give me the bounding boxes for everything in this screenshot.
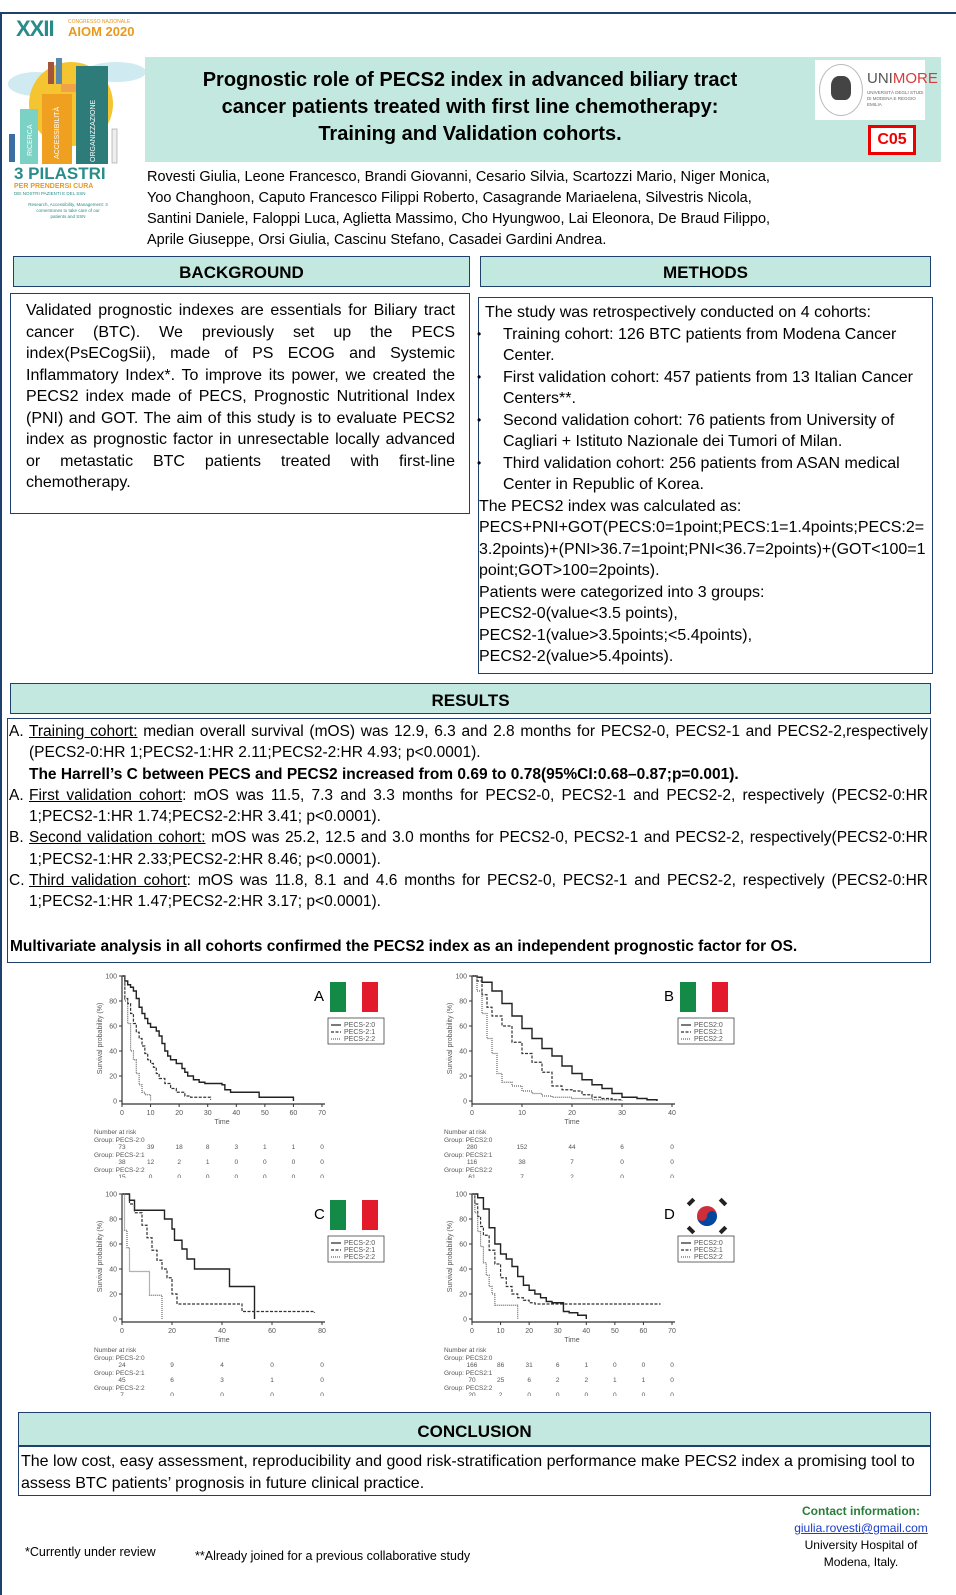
y-tick-label: 20 (109, 1291, 117, 1299)
km-plot-svg (92, 968, 412, 1178)
survival-curve-pecs-2-0 (122, 976, 293, 1101)
author-line: Santini Daniele, Faloppi Luca, Aglietta Massimo, Cho Hyungwoo, Lai Eleonora, De Braud Filippo, (147, 211, 771, 227)
svg-text:RICERCA: RICERCA (27, 124, 34, 156)
title-line: Prognostic role of PECS2 index in advanced biliary tract (202, 69, 738, 91)
conclusion-text: The low cost, easy assessment, reproducibility and good risk-stratification performance make PECS2 index a promising tool to assess BTC patients’ prognosis in future clinical practice. (18, 1446, 931, 1496)
risk-count: 3 (220, 1377, 224, 1384)
legend-label: PECS2:1 (694, 1247, 723, 1254)
calc-intro: The PECS2 index was calculated as: (479, 497, 742, 515)
km-chart-d (442, 1186, 762, 1396)
y-tick-label: 100 (455, 973, 467, 981)
poster-title (145, 67, 795, 148)
risk-count: 0 (170, 1392, 174, 1396)
contact-block (776, 1503, 946, 1571)
risk-count: 0 (291, 1174, 296, 1178)
methods-box (478, 297, 933, 674)
trigram (687, 1198, 695, 1206)
km-plot-svg (442, 1186, 762, 1396)
risk-count: 7 (520, 1174, 524, 1178)
risk-count: 0 (584, 1392, 589, 1396)
risk-count: 24 (118, 1362, 126, 1369)
author-list (147, 167, 827, 251)
cohort-list (479, 324, 932, 496)
title-line: Training and Validation cohorts. (318, 123, 622, 145)
x-tick-label: 0 (120, 1328, 124, 1335)
results-box (7, 718, 931, 963)
cohort-item: • Third validation cohort: 256 patients from ASAN medical Center in Republic of Korea. (479, 453, 926, 496)
risk-count: 1 (641, 1377, 646, 1384)
pecs2-formula: PECS+PNI+GOT(PECS:0=1point;PECS:1=1.4points;PECS:2=3.2points)+(PNI>36.7=1point;PNI<36.7=2points)+(GOT<100=1point;GOT>100=2points). (479, 519, 926, 579)
x-axis-label: Time (214, 1119, 230, 1126)
risk-count: 0 (234, 1159, 239, 1166)
x-tick-label: 40 (668, 1110, 676, 1117)
risk-group-label: Group: PECS-2:0 (94, 1355, 145, 1362)
result-text: mOS was 25.2, 12.5 and 3.0 months for PECS2-0, PECS2-1 and PECS2-2, respectively(PECS2-0:HR 1;PECS2-1:HR 2.33;PECS2-2:HR 8.46; p<0.0001). (29, 829, 928, 868)
risk-count: 70 (468, 1377, 476, 1384)
y-tick-label: 100 (455, 1191, 467, 1199)
panel-letter: D (664, 1206, 675, 1223)
logo-edition: XXII (16, 16, 54, 41)
risk-count: 0 (177, 1174, 181, 1178)
logo-tagline-2: PER PRENDERSI CURA (14, 183, 94, 190)
x-tick-label: 20 (525, 1328, 534, 1335)
korea-flag-icon (687, 1198, 727, 1234)
result-letter: C. (9, 872, 25, 890)
risk-count: 0 (320, 1362, 324, 1369)
risk-count: 73 (118, 1144, 126, 1151)
svg-text:ORGANIZZAZIONE: ORGANIZZAZIONE (90, 99, 97, 162)
risk-group-label: Group: PECS2:0 (444, 1355, 493, 1362)
methods-intro: The study was retrospectively conducted on 4 cohorts: (485, 304, 871, 321)
flag-stripe (330, 982, 346, 1012)
unimore-wordmark: UNIMORE (867, 70, 938, 87)
risk-count: 39 (146, 1144, 155, 1151)
result-item (9, 827, 930, 870)
background-heading: BACKGROUND (13, 256, 470, 287)
risk-count: 38 (118, 1159, 126, 1166)
x-tick-label: 40 (232, 1110, 241, 1117)
x-axis-label: Time (564, 1119, 580, 1126)
y-tick-label: 60 (109, 1023, 117, 1031)
y-tick-label: 80 (459, 998, 467, 1006)
risk-group-label: Group: PECS2:1 (444, 1370, 493, 1377)
risk-count: 7 (120, 1392, 124, 1396)
legend-label: PECS-2:0 (344, 1022, 376, 1029)
x-tick-label: 70 (318, 1110, 326, 1117)
logo-tagline-3: DEI NOSTRI PAZIENTI E DEL SSN (14, 191, 86, 196)
risk-count: 0 (270, 1392, 274, 1396)
risk-count: 12 (146, 1159, 155, 1166)
panel-letter: B (664, 988, 675, 1005)
background-text: Validated prognostic indexes are essentials for Biliary tract cancer (BTC). We previously set up the PECS index(PsECogSii), made of PS ECOG and Systemic Inflammatory Index*. To improve its power, we created the PECS2 index made of PECS, Prognostic Nutritional Index (PNI) and GOT. The aim of this study is to evaluate PECS2 index as prognostic factor in unresectable locally advanced or metastatic BTC patients treated with first-line chemotherapy. (10, 293, 470, 514)
y-tick-label: 100 (105, 973, 117, 981)
unimore-subtitle: UNIVERSITÀ DEGLI STUDI DI MODENA E REGGIO EMILIA (867, 90, 924, 107)
flag-stripe (362, 1200, 378, 1230)
unimore-logo (815, 60, 938, 120)
x-tick-label: 60 (268, 1328, 276, 1335)
trigram (687, 1226, 695, 1234)
contact-email-link[interactable]: giulia.rovesti@gmail.com (794, 1521, 928, 1535)
y-tick-label: 40 (109, 1266, 117, 1274)
harrell-c-statement: The Harrell’s C between PECS and PECS2 increased from 0.69 to 0.78(95%CI:0.68–0.87;p=0.001). (29, 765, 739, 783)
y-tick-label: 80 (109, 1216, 117, 1224)
risk-count: 1 (291, 1144, 296, 1151)
legend (678, 1018, 734, 1044)
y-tick-label: 0 (113, 1098, 117, 1106)
km-chart-c (92, 1186, 412, 1396)
logo-congress: CONGRESSO NAZIONALE (68, 19, 131, 25)
y-tick-label: 80 (459, 1216, 467, 1224)
methods-heading: METHODS (480, 256, 931, 287)
horse-rider-icon (831, 76, 851, 100)
result-item (9, 721, 930, 764)
x-tick-label: 40 (582, 1328, 591, 1335)
legend-label: PECS2:0 (694, 1240, 723, 1247)
risk-count: 31 (525, 1362, 533, 1369)
x-tick-label: 50 (610, 1328, 619, 1335)
x-tick-label: 30 (553, 1328, 562, 1335)
risk-count: 0 (527, 1392, 531, 1396)
contact-heading: Contact information: (802, 1504, 920, 1518)
risk-group-label: Group: PECS2:2 (444, 1385, 493, 1392)
result-label: Second validation cohort: (29, 829, 206, 847)
y-tick-label: 60 (459, 1241, 467, 1249)
flag-stripe (346, 1200, 362, 1230)
trigram (719, 1226, 727, 1234)
group-def: PECS2-2(value>5.4points). (479, 648, 674, 665)
risk-table (94, 1129, 324, 1178)
legend (678, 1236, 734, 1262)
legend-label: PECS-2:0 (344, 1240, 376, 1247)
result-letter: A. (9, 723, 24, 740)
author-line: Yoo Changhoon, Caputo Francesco Filippi Roberto, Casagrande Mariaelena, Silvestris Nicola, (147, 190, 752, 206)
legend-label: PECS2:0 (694, 1022, 723, 1029)
y-tick-label: 20 (109, 1073, 117, 1081)
legend (328, 1018, 384, 1044)
y-tick-label: 40 (459, 1048, 467, 1056)
contact-affiliation: University Hospital of (804, 1538, 918, 1552)
risk-group-label: Group: PECS-2:2 (94, 1167, 145, 1174)
x-axis-label: Time (214, 1337, 230, 1344)
panel-letter: A (314, 988, 325, 1005)
footnote-2: **Already joined for a previous collaborative study (195, 1549, 471, 1563)
risk-count: 6 (170, 1377, 174, 1384)
risk-count: 86 (496, 1362, 505, 1369)
y-tick-label: 100 (105, 1191, 117, 1199)
y-tick-label: 60 (459, 1023, 467, 1031)
risk-count: 9 (170, 1362, 174, 1369)
group-def: PECS2-1(value>3.5points;<5.4points), (479, 626, 753, 644)
panel-letter: C (314, 1206, 325, 1223)
risk-count: 2 (555, 1377, 560, 1384)
result-text: median overall survival (mOS) was 12.9, 6.3 and 2.8 months for PECS2-0, PECS2-1 and PECS2-2,respectively (PECS2-0:HR 1;PECS2-1:HR 2.11;PECS2-2:HR 4.93; p<0.0001). (29, 723, 928, 762)
risk-count: 61 (468, 1174, 476, 1178)
risk-table-title: Number at risk (94, 1347, 137, 1354)
risk-count: 280 (466, 1144, 478, 1151)
flag-stripe (346, 982, 362, 1012)
result-text: : mOS was 11.8, 8.1 and 4.6 months for PECS2-0, PECS2-1 and PECS2-2, respectively (PECS2-0:HR 1;PECS2-1:HR 1.47;PECS2-2:HR 3.17; p<0.0001). (29, 872, 928, 911)
survival-curve-pecs2-0 (472, 976, 657, 1101)
risk-count: 20 (468, 1392, 476, 1396)
survival-curve-pecs2-1 (472, 976, 622, 1101)
risk-table (94, 1347, 324, 1396)
risk-count: 8 (205, 1144, 210, 1151)
result-item (9, 870, 930, 913)
result-label: Third validation cohort (29, 872, 187, 890)
risk-count: 15 (118, 1174, 126, 1178)
risk-count: 1 (205, 1159, 210, 1166)
cohort-item: • First validation cohort: 457 patients from 13 Italian Cancer Centers**. (479, 367, 926, 410)
x-tick-label: 10 (518, 1110, 526, 1117)
risk-count: 3 (234, 1144, 239, 1151)
risk-count: 0 (220, 1392, 224, 1396)
risk-count: 0 (670, 1392, 674, 1396)
y-tick-label: 40 (459, 1266, 467, 1274)
results-heading: RESULTS (10, 683, 931, 714)
x-tick-label: 70 (668, 1328, 676, 1335)
risk-count: 0 (670, 1159, 674, 1166)
risk-count: 0 (320, 1392, 324, 1396)
risk-count: 0 (263, 1159, 267, 1166)
risk-count: 0 (320, 1377, 324, 1384)
y-tick-label: 60 (109, 1241, 117, 1249)
x-tick-label: 60 (639, 1328, 648, 1335)
flag-stripe (330, 1200, 346, 1230)
risk-group-label: Group: PECS-2:1 (94, 1152, 145, 1159)
footnote-1: *Currently under review (25, 1545, 156, 1559)
axes (472, 1194, 675, 1322)
risk-count: 0 (263, 1174, 267, 1178)
logo-subtext: Research, Accessibility, Management: 3 cornerstones to take care of our patients and SSN (28, 202, 108, 219)
survival-curve-pecs2-2 (472, 976, 617, 1101)
result-label: Training cohort: (29, 723, 138, 740)
risk-group-label: Group: PECS2:0 (444, 1137, 493, 1144)
x-tick-label: 30 (618, 1110, 626, 1117)
km-plot-svg (92, 1186, 412, 1396)
flag-stripe (362, 982, 378, 1012)
risk-count: 4 (220, 1362, 224, 1369)
km-chart-b (442, 968, 762, 1178)
cohort-item: • Second validation cohort: 76 patients from University of Cagliari + Istituto Nazionale dei Tumori of Milan. (479, 410, 926, 453)
legend-label: PECS2:2 (694, 1036, 723, 1043)
italy-flag-icon (680, 982, 728, 1012)
risk-count: 0 (613, 1362, 617, 1369)
risk-count: 1 (263, 1144, 267, 1151)
multivariate-statement: Multivariate analysis in all cohorts confirmed the PECS2 index as an independent prognostic factor for OS. (10, 937, 798, 955)
risk-count: 2 (177, 1159, 181, 1166)
risk-count: 44 (568, 1144, 576, 1151)
risk-count: 0 (670, 1362, 674, 1369)
y-axis-label: Survival probability (%) (447, 1002, 454, 1075)
y-axis-label: Survival probability (%) (97, 1220, 104, 1293)
risk-group-label: Group: PECS-2:2 (94, 1385, 145, 1392)
y-tick-label: 20 (459, 1291, 467, 1299)
title-line: cancer patients treated with first line chemotherapy: (221, 96, 719, 118)
axes (122, 1194, 325, 1322)
legend-label: PECS-2:1 (344, 1247, 376, 1254)
risk-count: 0 (148, 1174, 153, 1178)
risk-count: 2 (570, 1174, 574, 1178)
risk-count: 0 (670, 1174, 674, 1178)
risk-count: 0 (205, 1174, 210, 1178)
svg-text:ACCESSIBILITÀ: ACCESSIBILITÀ (54, 106, 61, 159)
risk-count: 152 (516, 1144, 528, 1151)
italy-flag-icon (330, 1200, 378, 1230)
risk-count: 0 (291, 1159, 296, 1166)
x-tick-label: 10 (496, 1328, 505, 1335)
risk-count: 6 (527, 1377, 531, 1384)
trigram (719, 1198, 727, 1206)
risk-count: 0 (320, 1144, 324, 1151)
legend-label: PECS-2:2 (344, 1254, 376, 1261)
legend-label: PECS2:2 (694, 1254, 723, 1261)
risk-group-label: Group: PECS2:1 (444, 1152, 493, 1159)
x-tick-label: 50 (260, 1110, 269, 1117)
result-letter: B. (9, 829, 24, 847)
cohort-item: • Training cohort: 126 BTC patients from Modena Cancer Center. (479, 324, 926, 367)
risk-count: 0 (641, 1392, 646, 1396)
poster-code-badge: C05 (868, 125, 916, 155)
risk-count: 0 (641, 1362, 646, 1369)
logo-name: AIOM 2020 (68, 24, 135, 39)
result-label: First validation cohort (29, 786, 183, 804)
risk-group-label: Group: PECS2:2 (444, 1167, 493, 1174)
risk-count: 1 (270, 1377, 274, 1384)
groups-intro: Patients were categorized into 3 groups: (479, 583, 765, 601)
risk-count: 6 (620, 1144, 624, 1151)
y-tick-label: 40 (109, 1048, 117, 1056)
risk-count: 38 (518, 1159, 526, 1166)
x-axis-label: Time (564, 1337, 580, 1344)
risk-count: 1 (613, 1377, 617, 1384)
y-axis-label: Survival probability (%) (447, 1220, 454, 1293)
legend-label: PECS-2:2 (344, 1036, 376, 1043)
risk-table-title: Number at risk (444, 1129, 487, 1136)
conclusion-heading: CONCLUSION (18, 1412, 931, 1446)
risk-count: 6 (555, 1362, 560, 1369)
risk-count: 0 (613, 1392, 617, 1396)
contact-affiliation: Modena, Italy. (823, 1555, 899, 1569)
risk-count: 0 (670, 1377, 674, 1384)
risk-count: 18 (175, 1144, 183, 1151)
risk-group-label: Group: PECS-2:1 (94, 1370, 145, 1377)
result-item (9, 785, 930, 828)
y-tick-label: 20 (459, 1073, 467, 1081)
x-tick-label: 20 (175, 1110, 184, 1117)
risk-count: 0 (270, 1362, 274, 1369)
risk-count: 45 (118, 1377, 126, 1384)
x-tick-label: 10 (146, 1110, 155, 1117)
author-line: Aprile Giuseppe, Orsi Giulia, Cascinu Stefano, Casadei Gardini Andrea. (147, 232, 607, 248)
aiom-logo (6, 16, 146, 219)
y-tick-label: 0 (463, 1316, 467, 1324)
risk-count: 7 (570, 1159, 574, 1166)
x-tick-label: 40 (218, 1328, 226, 1335)
title-band (145, 57, 941, 162)
x-tick-label: 30 (203, 1110, 212, 1117)
logo-tagline: 3 PILASTRI (14, 164, 106, 183)
survival-curve-pecs-2-1 (122, 976, 211, 1100)
y-axis-label: Survival probability (%) (97, 1002, 104, 1075)
italy-flag-icon (330, 982, 378, 1012)
flag-stripe (680, 982, 696, 1012)
y-tick-label: 80 (109, 998, 117, 1006)
x-tick-label: 0 (120, 1110, 124, 1117)
y-tick-label: 0 (463, 1098, 467, 1106)
risk-count: 0 (234, 1174, 239, 1178)
km-chart-a (92, 968, 412, 1178)
risk-count: 2 (498, 1392, 503, 1396)
risk-count: 116 (466, 1159, 478, 1166)
risk-count: 0 (670, 1144, 674, 1151)
risk-table (444, 1129, 674, 1178)
pillars-illustration (6, 44, 146, 164)
result-letter: A. (9, 786, 24, 804)
x-tick-label: 80 (318, 1328, 326, 1335)
risk-table-title: Number at risk (94, 1129, 137, 1136)
x-tick-label: 0 (470, 1110, 474, 1117)
x-tick-label: 20 (568, 1110, 576, 1117)
result-text: : mOS was 11.5, 7.3 and 3.3 months for PECS2-0, PECS2-1 and PECS2-2, respectively (PECS2-0:HR 1;PECS2-1:HR 1.74;PECS2-2:HR 3.41; p<0.0001). (29, 786, 929, 826)
group-def: PECS2-0(value<3.5 points), (479, 605, 678, 622)
survival-curve-pecs2-2 (472, 1194, 518, 1319)
flag-stripe (696, 982, 712, 1012)
x-tick-label: 0 (470, 1328, 474, 1335)
risk-count: 0 (320, 1174, 324, 1178)
legend-label: PECS-2:1 (344, 1029, 376, 1036)
risk-group-label: Group: PECS-2:0 (94, 1137, 145, 1144)
x-tick-label: 60 (289, 1110, 298, 1117)
risk-table (444, 1347, 674, 1396)
flag-stripe (712, 982, 728, 1012)
risk-count: 166 (466, 1362, 478, 1369)
risk-count: 1 (584, 1362, 589, 1369)
risk-count: 25 (496, 1377, 505, 1384)
author-line: Rovesti Giulia, Leone Francesco, Brandi Giovanni, Cesario Silvia, Scartozzi Mario, Niger Monica, (147, 169, 770, 185)
legend-label: PECS2:1 (694, 1029, 723, 1036)
risk-count: 2 (584, 1377, 589, 1384)
x-tick-label: 20 (168, 1328, 176, 1335)
km-plot-svg (442, 968, 762, 1178)
risk-count: 0 (555, 1392, 560, 1396)
risk-count: 0 (320, 1159, 324, 1166)
y-tick-label: 0 (113, 1316, 117, 1324)
risk-table-title: Number at risk (444, 1347, 487, 1354)
legend (328, 1236, 384, 1262)
risk-count: 0 (620, 1159, 624, 1166)
risk-count: 0 (620, 1174, 624, 1178)
